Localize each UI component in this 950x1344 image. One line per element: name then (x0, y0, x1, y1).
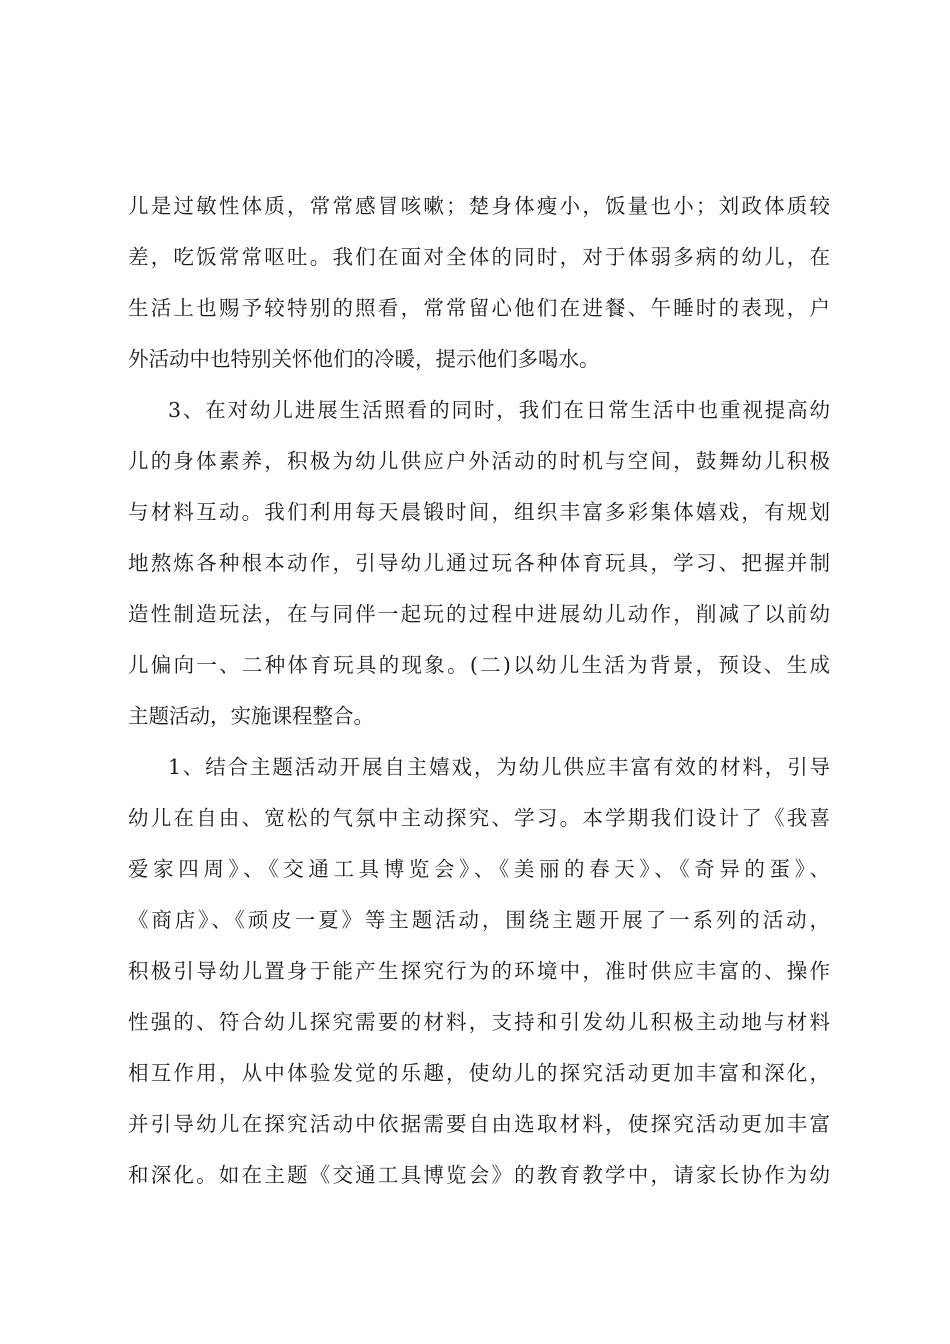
text-line: 地熬炼各种根本动作，引导幼儿通过玩各种体育玩具，学习、把握并制 (128, 551, 830, 575)
text-line: 差，吃饭常常呕吐。我们在面对全体的同时，对于体弱多病的幼儿，在 (128, 245, 830, 269)
text-line: 和深化。如在主题《交通工具博览会》的教育教学中，请家长协作为幼 (128, 1163, 830, 1187)
text-line: 《商店》、《顽皮一夏》等主题活动，围绕主题开展了一系列的活动， (128, 908, 830, 932)
text-line: 相互作用，从中体验发觉的乐趣，使幼儿的探究活动更加丰富和深化， (128, 1061, 830, 1085)
text-line: 外活动中也特别关怀他们的冷暖，提示他们多喝水。 (128, 347, 600, 371)
text-line: 幼儿在自由、宽松的气氛中主动探究、学习。本学期我们设计了《我喜 (128, 806, 830, 830)
text-line: 3、在对幼儿进展生活照看的同时，我们在日常生活中也重视提高幼 (168, 398, 830, 422)
text-line: 爱家四周》、《交通工具博览会》、《美丽的春天》、《奇异的蛋》、 (128, 857, 830, 881)
text-line: 造性制造玩法，在与同伴一起玩的过程中进展幼儿动作，削减了以前幼 (128, 602, 830, 626)
text-line: 积极引导幼儿置身于能产生探究行为的环境中，准时供应丰富的、操作 (128, 959, 830, 983)
text-line: 1、结合主题活动开展自主嬉戏，为幼儿供应丰富有效的材料，引导 (168, 755, 830, 779)
text-line: 并引导幼儿在探究活动中依据需要自由选取材料，使探究活动更加丰富 (128, 1112, 830, 1136)
text-line: 性强的、符合幼儿探究需要的材料，支持和引发幼儿积极主动地与材料 (128, 1010, 830, 1034)
text-line: 儿的身体素养，积极为幼儿供应户外活动的时机与空间，鼓舞幼儿积极 (128, 449, 830, 473)
text-line: 儿是过敏性体质，常常感冒咳嗽；楚身体瘦小，饭量也小；刘政体质较 (128, 194, 830, 218)
text-line: 主题活动，实施课程整合。 (128, 704, 374, 728)
text-line: 与材料互动。我们利用每天晨锻时间，组织丰富多彩集体嬉戏，有规划 (128, 500, 830, 524)
text-line: 生活上也赐予较特别的照看，常常留心他们在进餐、午睡时的表现，户 (128, 296, 830, 320)
text-line: 儿偏向一、二种体育玩具的现象。(二)以幼儿生活为背景，预设、生成 (128, 653, 830, 677)
